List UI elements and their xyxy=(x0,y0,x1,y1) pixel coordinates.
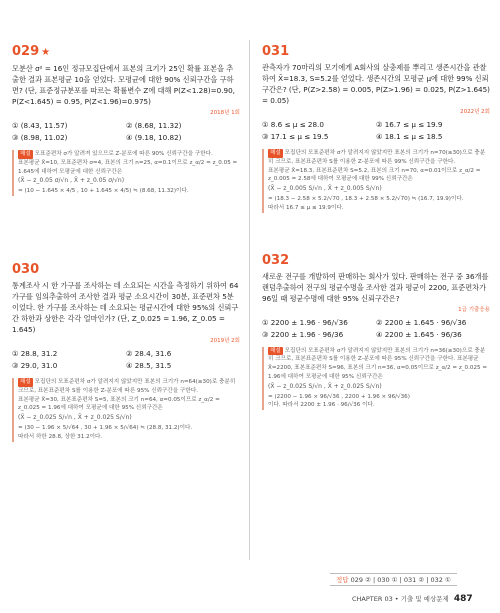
solution-line: 표본평균 X̄=10, 모표준편차 σ=4, 표본의 크기 n=25, α=0.1이므로 z_α/2 = z_0.05 = 1.645에 대하여 모평균에 대한 신뢰구간은 xyxy=(18,159,238,175)
question-text: 관측자가 70마리의 모기에게 A회사의 살충제를 뿌리고 생존시간을 관찰하여 X̄=18.3, S=5.2를 얻었다. 생존시간의 모평균 μ에 대한 99% 신뢰구간은? (단, P(Z>2.58) = 0.005, P(Z>1.96) = 0.025, P(Z>1.645) = 0.05) xyxy=(262,63,490,105)
choice-2[interactable]: ② (8.68, 11.32) xyxy=(126,121,182,130)
question-text: 통계조사 시 한 가구를 조사하는 데 소요되는 시간을 측정하기 위하여 64가구를 임의추출하여 조사한 결과 평균 소요시간이 30분, 표준편차 5분이었다. 한 가구를 조사하는 데 소요되는 평균시간에 대한 95%의 신뢰구간 하한과 상한은 각각 얼마인가? (단, Z_0.025 = 1.96, Z_0.05 = 1.645) xyxy=(12,280,239,334)
solution xyxy=(12,378,240,442)
choices xyxy=(12,348,240,372)
choice-2[interactable]: ② 16.7 ≤ μ ≤ 19.9 xyxy=(376,120,443,129)
choice-4[interactable]: ④ (9.18, 10.82) xyxy=(126,133,182,142)
solution-tag: 해설 xyxy=(20,378,31,385)
solution-tag: 해설 xyxy=(270,150,281,156)
question-031 xyxy=(262,44,490,213)
question-source: 2022년 2회 xyxy=(460,109,490,115)
choice-3[interactable]: ③ 29.0, 31.0 xyxy=(12,360,58,370)
question-number: 029 ★ xyxy=(12,44,51,59)
answer-key xyxy=(330,573,457,586)
right-column xyxy=(262,0,490,410)
solution-line: 따라서 16.7 ≤ μ ≤ 19.9이다. xyxy=(268,204,344,211)
chapter-label: CHAPTER 03 • 기출 및 예상문제 xyxy=(352,595,449,603)
question-source: 2018년 1회 xyxy=(210,110,240,116)
solution-line: 모집단의 모표준편차 σ가 알려지지 않았지만 표본의 크기가 n=70(≥30)으로 충분히 크므로, 표본표준편차 S를 이용한 Z-분포에 따른 99% 신뢰구간을 구한다. xyxy=(268,150,486,165)
question-text: 모분산 σ² = 16인 정규모집단에서 표본의 크기가 25인 확률 표본을 추출한 결과 표본평균 10을 얻었다. 모평균에 대한 90% 신뢰구간을 구하면? (단, 표준정규분포를 따르는 확률변수 Z에 대해 P(Z<1.28)=0.90, P(Z<1.645) = 0.95, P(Z<1.96)=0.975) xyxy=(12,64,235,106)
page-number: 487 xyxy=(453,594,473,604)
star-icon: ★ xyxy=(41,47,51,58)
solution-tag: 해설 xyxy=(270,347,281,354)
solution-line: 모표준편차 σ가 알려져 있으므로 Z-분포에 따른 90% 신뢰구간을 구한다. xyxy=(34,151,213,157)
question-source: 1급 기출응용 xyxy=(458,306,490,313)
column-divider xyxy=(249,40,250,560)
choice-4[interactable]: ④ 2200 ± 1.645 · 96/36 xyxy=(376,329,462,339)
choice-1[interactable]: ① (8.43, 11.57) xyxy=(12,121,68,130)
solution-line: 표본평균 X̄=18.3, 표본표준편차 S=5.2, 표본의 크기 n=70, α=0.01이므로 z_α/2 = z_0.005 = 2.58에 대하여 모평균에 대한 99% 신뢰구간은 xyxy=(268,167,481,183)
question-text: 새로운 전구를 개발하여 판매하는 회사가 있다. 판매하는 전구 중 36개를 랜덤추출하여 전구의 평균수명을 조사한 결과 평균이 2200, 표준편차가 96일 때 평균수명에 대한 95% 신뢰구간은? xyxy=(262,271,489,303)
question-029 xyxy=(12,44,240,196)
choice-2[interactable]: ② 2200 ± 1.645 · 96/√36 xyxy=(376,317,467,327)
choices xyxy=(262,317,490,341)
question-source: 2019년 2회 xyxy=(210,337,240,344)
choice-4[interactable]: ④ 28.5, 31.5 xyxy=(126,360,172,370)
solution-formula: (X̄ − z_0.05 σ/√n , X̄ + z_0.05 σ/√n) xyxy=(18,177,125,185)
choice-3[interactable]: ③ 2200 ± 1.96 · 96/36 xyxy=(262,329,344,339)
solution xyxy=(262,347,490,411)
solution-line: = (18.3 − 2.58 × 5.2/√70 , 18.3 + 2.58 × 5.2/√70) ≒ (16.7, 19.9)이다. xyxy=(268,195,464,202)
solution-formula: (X̄ − z_0.025 S/√n , X̄ + z_0.025 S/√n) xyxy=(268,382,382,390)
choice-4[interactable]: ④ 18.1 ≤ μ ≤ 18.5 xyxy=(376,132,443,141)
solution xyxy=(262,149,490,213)
solution-line: = (10 − 1.645 × 4/5 , 10 + 1.645 × 4/5) ≒ (8.68, 11.32)이다. xyxy=(18,188,189,195)
choice-3[interactable]: ③ (8.98, 11.02) xyxy=(12,133,68,142)
page-footer xyxy=(352,594,473,604)
choice-1[interactable]: ① 2200 ± 1.96 · 96/√36 xyxy=(262,317,348,327)
question-number: 030 xyxy=(12,261,40,277)
question-032 xyxy=(262,253,490,411)
choice-2[interactable]: ② 28.4, 31.6 xyxy=(126,348,172,358)
solution-line: 이다. 따라서 2200 ± 1.96 · 96/√36 이다. xyxy=(268,402,375,409)
solution-line: = (2200 − 1.96 × 96/√36 , 2200 + 1.96 × 96/√36) xyxy=(268,393,410,400)
solution-line: 표본평균 X̄=30, 표본표준편차 S=5, 표본의 크기 n=64, α=0.05이므로 z_α/2 = z_0.025 = 1.96에 대하여 모평균에 대한 95% 신뢰구간은 xyxy=(18,396,220,412)
question-030 xyxy=(12,262,240,442)
answer-key-label: 정답 xyxy=(336,576,349,584)
choices xyxy=(262,119,490,143)
solution xyxy=(12,150,240,196)
solution-line: = (30 − 1.96 × 5/√64 , 30 + 1.96 × 5/√64) ≒ (28.8, 31.2)이다. xyxy=(18,424,193,431)
left-column xyxy=(12,0,240,442)
solution-line: 모집단의 모표준편차 σ가 알려지지 않았지만 표본의 크기가 n=36(≥30)으로 충분히 크므로, 표본표준편차 S를 이용한 Z-분포에 따른 95% 신뢰구간을 구한다. 표본평균 X̄=2200, 표본표준편차 S=96, 표본의 크기 n=36, α=0.05이므로 z_α/2 = z_0.025 = 1.96에 대하여 모평균에 대한 95% 신뢰구간은 xyxy=(268,347,488,380)
choice-3[interactable]: ③ 17.1 ≤ μ ≤ 19.5 xyxy=(262,132,329,141)
solution-line: 모집단의 모표준편차 σ가 알려지지 않았지만 표본의 크기가 n=64(≥30)로 충분히 크므로, 표본표준편차 S를 이용한 Z-분포에 따른 95% 신뢰구간을 구한다. xyxy=(18,378,236,394)
choices xyxy=(12,120,240,144)
question-number: 032 xyxy=(262,252,290,268)
answer-key-text: 029 ② | 030 ① | 031 ② | 032 ① xyxy=(350,576,451,584)
solution-tag: 해설 xyxy=(20,151,31,157)
question-number: 031 xyxy=(262,44,290,59)
solution-formula: (X̄ − z_0.005 S/√n , X̄ + z_0.005 S/√n) xyxy=(268,185,382,193)
choice-1[interactable]: ① 8.6 ≤ μ ≤ 28.0 xyxy=(262,120,324,129)
solution-formula: (X̄ − z_0.025 S/√n , X̄ + z_0.025 S/√n) xyxy=(18,414,132,422)
choice-1[interactable]: ① 28.8, 31.2 xyxy=(12,348,58,358)
solution-line: 따라서 하한 28.8, 상한 31.2이다. xyxy=(18,433,103,440)
